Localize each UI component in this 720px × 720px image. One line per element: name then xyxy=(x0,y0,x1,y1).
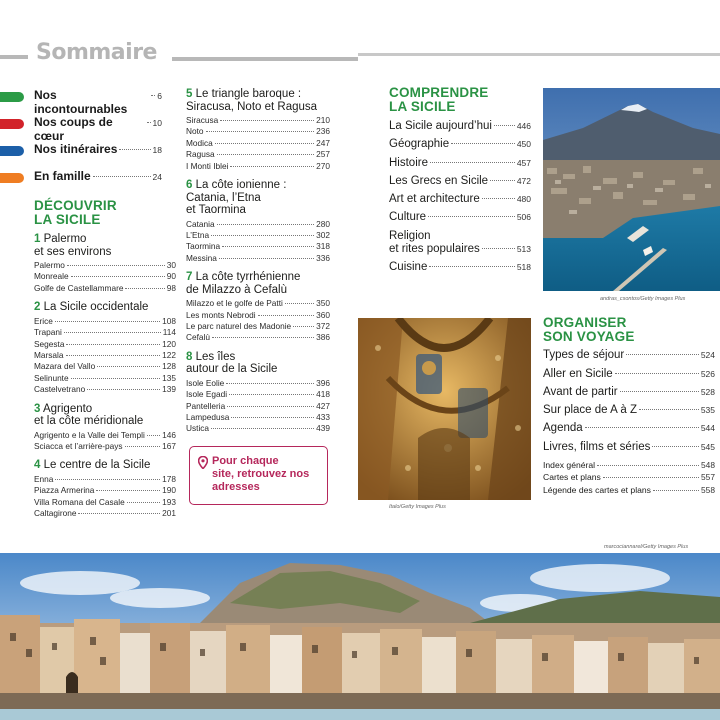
photo-palatine-chapel xyxy=(358,318,531,500)
toc-entry[interactable]: Sur place de A à Z 535 xyxy=(543,404,715,417)
part-title-3: 3 Agrigento et la côte méridionale xyxy=(34,402,144,428)
toc-column-3 xyxy=(389,86,531,274)
toc-entry[interactable]: Marsala 122 xyxy=(34,349,176,360)
toc-entry[interactable]: Erice 108 xyxy=(34,315,176,326)
photo-catania-etna xyxy=(543,88,720,291)
toc-entry[interactable]: Livres, films et séries 545 xyxy=(543,440,715,453)
toc-entry[interactable]: Culture 506 xyxy=(389,211,531,224)
toc-marker-itineraires[interactable] xyxy=(0,142,176,169)
toc-entry[interactable]: Isole Egadi 418 xyxy=(186,389,330,400)
page-number: 10 xyxy=(152,118,162,128)
marker-label: Nos coups de cœur xyxy=(34,115,113,143)
toc-entry[interactable]: Avant de partir 528 xyxy=(543,385,715,398)
toc-entry[interactable]: Cuisine 518 xyxy=(389,261,531,274)
green-color-tab xyxy=(0,92,24,102)
toc-column-4 xyxy=(543,316,715,497)
toc-entry[interactable]: Le parc naturel des Madonie 372 xyxy=(186,320,330,331)
orange-color-tab xyxy=(0,173,24,183)
toc-entry[interactable]: Segesta 120 xyxy=(34,338,176,349)
toc-entry[interactable]: Agrigento e la Valle dei Templi 146 xyxy=(34,429,176,440)
map-pin-icon xyxy=(198,456,208,469)
part-title-4: 4 Le centre de la Sicile xyxy=(34,459,151,472)
toc-entry[interactable]: Taormina 318 xyxy=(186,241,330,252)
page-header xyxy=(0,40,720,70)
toc-entry[interactable]: Types de séjour 524 xyxy=(543,349,715,362)
toc-entry[interactable]: Monreale 90 xyxy=(34,271,176,282)
part-title-1: 1 Palermo et ses environs xyxy=(34,233,112,258)
part-title-2: 2 La Sicile occidentale xyxy=(34,301,149,314)
callout-text: Pour chaque xyxy=(212,455,279,467)
toc-marker-en-famille[interactable] xyxy=(0,169,176,196)
toc-entry[interactable]: Modica 247 xyxy=(186,137,330,148)
toc-entry[interactable]: Lampedusa 433 xyxy=(186,412,330,422)
marker-label: Nos incontournables xyxy=(34,88,128,116)
part-title-5: 5 Le triangle baroque : Siracusa, Noto et Ragusa xyxy=(186,88,318,113)
part-title-8: 8 Les îles autour de la Sicile xyxy=(186,350,278,376)
toc-column-2 xyxy=(186,88,330,435)
toc-entry[interactable]: Art et architecture 480 xyxy=(389,193,531,206)
blue-color-tab xyxy=(0,146,24,156)
toc-entry[interactable]: Golfe de Castellammare 98 xyxy=(34,282,176,293)
toc-marker-incontournables[interactable] xyxy=(0,88,176,115)
toc-entry[interactable]: Isole Eolie 396 xyxy=(186,377,330,388)
header-rule-right xyxy=(358,53,720,56)
section-heading-understand: COMPRENDRE LA SICILE xyxy=(389,85,489,114)
toc-entry[interactable]: Milazzo et le golfe de Patti 350 xyxy=(186,298,330,309)
photo-credit: andras_csontos/Getty Images Plus xyxy=(600,296,686,302)
page-number: 24 xyxy=(152,172,162,182)
toc-entry[interactable]: I Monti Iblei 270 xyxy=(186,160,330,171)
toc-entry[interactable]: Les Grecs en Sicile 472 xyxy=(389,174,531,187)
toc-entry[interactable]: Les monts Nebrodi 360 xyxy=(186,309,330,320)
callout-text: adresses xyxy=(212,481,260,493)
red-color-tab xyxy=(0,119,24,129)
page-number: 6 xyxy=(157,91,162,101)
section-heading-organize: ORGANISER SON VOYAGE xyxy=(543,315,635,344)
toc-entry[interactable]: Mazara del Vallo 128 xyxy=(34,361,176,372)
toc-entry[interactable]: Noto 236 xyxy=(186,126,330,137)
toc-entry[interactable]: Trapani 114 xyxy=(34,327,176,338)
page-title: Sommaire xyxy=(36,40,157,65)
addresses-callout xyxy=(189,446,328,505)
toc-entry[interactable]: Pantelleria 427 xyxy=(186,400,330,411)
part-title-7: 7 La côte tyrrhénienne de Milazzo à Cefalù xyxy=(186,271,301,296)
toc-entry[interactable]: Enna 178 xyxy=(34,473,176,484)
marker-label: Nos itinéraires xyxy=(34,142,118,156)
toc-entry[interactable]: Siracusa 210 xyxy=(186,115,330,125)
toc-entry[interactable]: Villa Romana del Casale 193 xyxy=(34,496,176,507)
toc-column-1 xyxy=(0,88,176,520)
toc-entry[interactable]: Religion et rites populaires 513 xyxy=(389,229,531,255)
toc-entry[interactable]: Agenda 544 xyxy=(543,422,715,435)
toc-entry[interactable]: Piazza Armerina 190 xyxy=(34,485,176,496)
toc-entry[interactable]: Légende des cartes et plans 558 xyxy=(543,484,715,495)
toc-entry[interactable]: Cefalù 386 xyxy=(186,332,330,343)
toc-entry[interactable]: Ragusa 257 xyxy=(186,149,330,160)
toc-entry[interactable]: L’Etna 302 xyxy=(186,229,330,240)
toc-entry[interactable]: Catania 280 xyxy=(186,218,330,229)
toc-entry[interactable]: Castelvetrano 139 xyxy=(34,384,176,395)
toc-entry[interactable]: Selinunte 135 xyxy=(34,372,176,383)
toc-entry[interactable]: Palermo 30 xyxy=(34,260,176,270)
part-title-6: 6 La côte ionienne : Catania, l’Etna et Taormina xyxy=(186,179,287,217)
toc-entry[interactable]: Messina 336 xyxy=(186,252,330,263)
photo-credit: marcociannarel/Getty Images Plus xyxy=(604,544,689,550)
toc-entry[interactable]: Ustica 439 xyxy=(186,423,330,434)
header-rule-left xyxy=(0,55,28,59)
toc-entry[interactable]: Index général 548 xyxy=(543,459,715,470)
section-heading-discover: DÉCOUVRIR LA SICILE xyxy=(34,198,117,227)
toc-entry[interactable]: La Sicile aujourd’hui 446 xyxy=(389,120,531,132)
toc-entry[interactable]: Histoire 457 xyxy=(389,156,531,169)
toc-entry[interactable]: Cartes et plans 557 xyxy=(543,472,715,483)
toc-entry[interactable]: Sciacca et l’arrière-pays 167 xyxy=(34,440,176,451)
header-rule-mid xyxy=(172,57,358,61)
toc-entry[interactable]: Caltagirone 201 xyxy=(34,508,176,519)
toc-entry[interactable]: Aller en Sicile 526 xyxy=(543,367,715,380)
callout-text: site, retrouvez nos xyxy=(212,468,310,480)
toc-entry[interactable]: Géographie 450 xyxy=(389,138,531,151)
photo-credit: Italo/Getty Images Plus xyxy=(389,504,446,510)
marker-label: En famille xyxy=(34,169,91,183)
toc-marker-coups-de-coeur[interactable] xyxy=(0,115,176,142)
page-number: 18 xyxy=(152,145,162,155)
photo-cefalu-panorama xyxy=(0,553,720,720)
discover-section xyxy=(0,199,176,520)
